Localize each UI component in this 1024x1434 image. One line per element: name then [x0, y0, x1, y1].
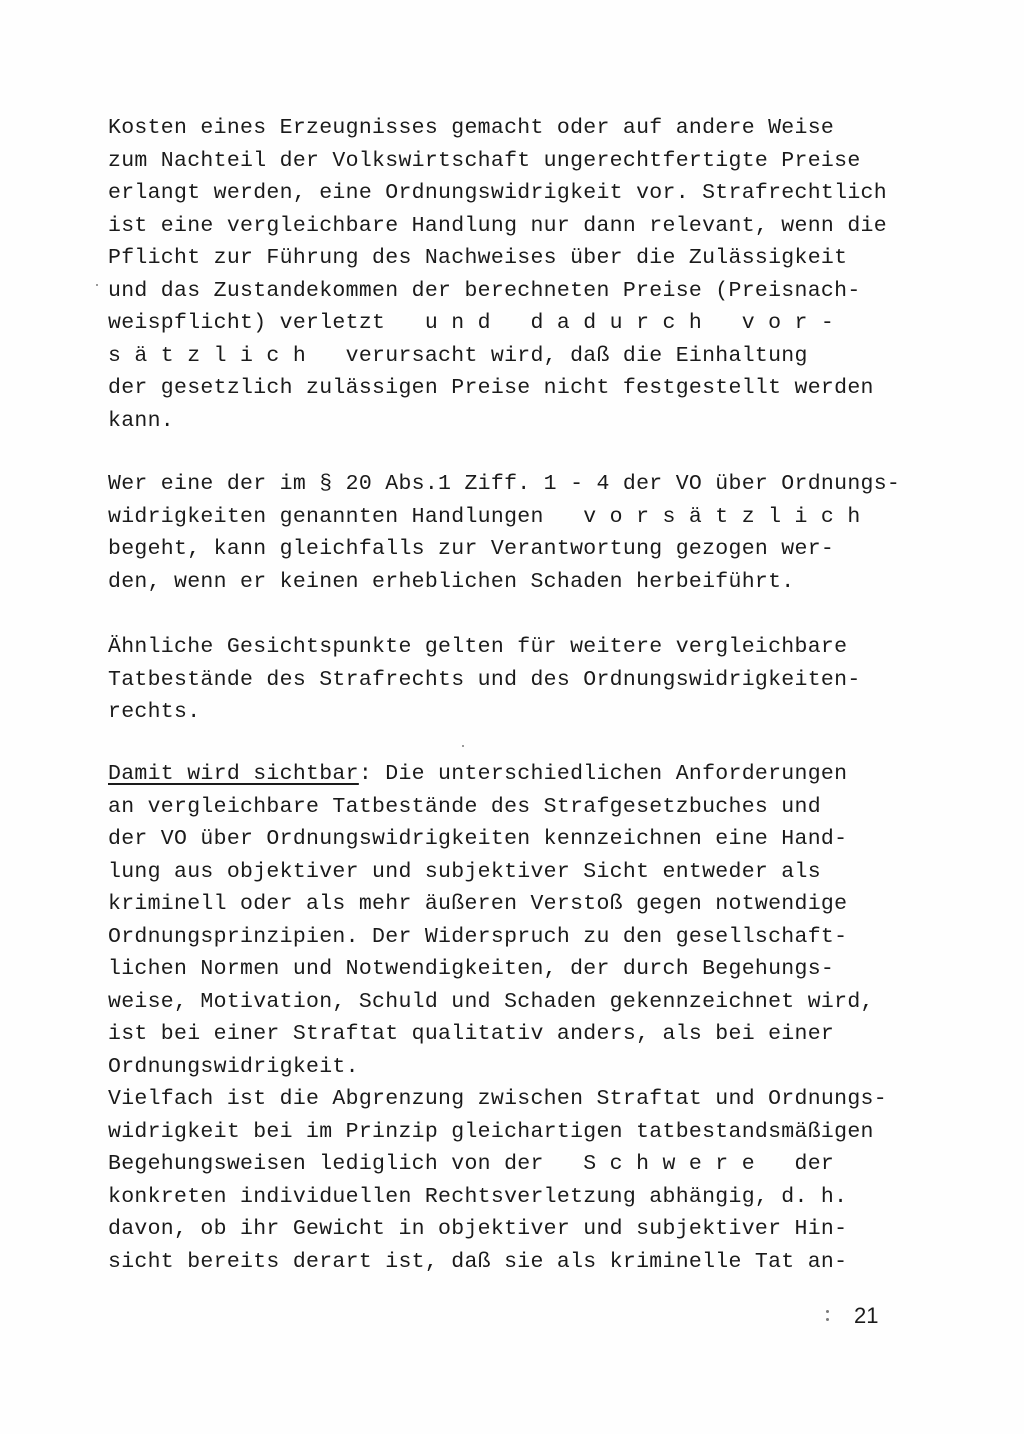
- text-line: erlangt werden, eine Ordnungswidrigkeit vor. Strafrechtlich: [108, 181, 887, 205]
- scan-speck: [462, 745, 464, 747]
- text-line: kann.: [108, 408, 175, 433]
- text-line: Begehungsweisen lediglich von der S c h w e r e der: [108, 1152, 835, 1176]
- text-line: davon, ob ihr Gewicht in objektiver und subjektiver Hin-: [108, 1217, 848, 1241]
- text-line: Wer eine der im § 20 Abs.1 Ziff. 1 - 4 der VO über Ordnungs-: [108, 472, 901, 496]
- text-line: rechts.: [108, 700, 201, 724]
- text-line: lichen Normen und Notwendigkeiten, der durch Begehungs-: [108, 957, 835, 981]
- text-line: Ordnungsprinzipien. Der Widerspruch zu den gesellschaft-: [108, 924, 848, 949]
- text-line: widrigkeit bei im Prinzip gleichartigen tatbestandsmäßigen: [108, 1119, 874, 1144]
- page-number: 21: [854, 1303, 879, 1328]
- underlined-phrase: Damit wird sichtbar: [108, 762, 359, 786]
- text-line: und das Zustandekommen der berechneten Preise (Preisnach-: [108, 278, 861, 303]
- text-line: ist bei einer Straftat qualitativ anders, als bei einer: [108, 1022, 835, 1046]
- text-line: Kosten eines Erzeugnisses gemacht oder auf andere Weise: [108, 116, 835, 140]
- paragraph-4: [108, 758, 908, 1278]
- text-line: Tatbestände des Strafrechts und des Ordnungswidrigkeiten-: [108, 667, 861, 692]
- text-line: weise, Motivation, Schuld und Schaden gekennzeichnet wird,: [108, 989, 874, 1014]
- text-line: Ordnungswidrigkeit.: [108, 1054, 359, 1079]
- text-line: der gesetzlich zulässigen Preise nicht festgestellt werden: [108, 376, 874, 400]
- text-line-lead: [108, 758, 908, 791]
- text-line: Ähnliche Gesichtspunkte gelten für weitere vergleichbare: [108, 635, 848, 659]
- text-line: lung aus objektiver und subjektiver Sicht entweder als: [108, 859, 821, 884]
- text-line: widrigkeiten genannten Handlungen v o r s ä t z l i c h: [108, 504, 861, 529]
- scan-speck: [826, 1318, 829, 1321]
- scan-speck: [96, 284, 98, 286]
- text-line: weispflicht) verletzt u n d d a d u r c h v o r -: [108, 311, 835, 335]
- paragraph-3: [108, 631, 908, 729]
- text-line: der VO über Ordnungswidrigkeiten kennzeichnen eine Hand-: [108, 827, 848, 851]
- text-line: den, wenn er keinen erheblichen Schaden herbeiführt.: [108, 569, 795, 594]
- text-line: Pflicht zur Führung des Nachweises über die Zulässigkeit: [108, 246, 848, 270]
- text-line: ist eine vergleichbare Handlung nur dann relevant, wenn die: [108, 213, 887, 238]
- text-line: Vielfach ist die Abgrenzung zwischen Straftat und Ordnungs-: [108, 1087, 887, 1111]
- scan-speck: [826, 1310, 829, 1313]
- text-line: an vergleichbare Tatbestände des Strafgesetzbuches und: [108, 794, 821, 819]
- paragraph-2: [108, 468, 908, 598]
- text-line: konkreten individuellen Rechtsverletzung abhängig, d. h.: [108, 1184, 848, 1209]
- lead-rest: : Die unterschiedlichen Anforderungen: [358, 762, 848, 786]
- text-line: sicht bereits derart ist, daß sie als kriminelle Tat an-: [108, 1249, 848, 1274]
- text-line: zum Nachteil der Volkswirtschaft ungerechtfertigte Preise: [108, 148, 861, 173]
- text-line: s ä t z l i c h verursacht wird, daß die Einhaltung: [108, 343, 808, 368]
- paragraph-1: [108, 112, 908, 437]
- text-line: begeht, kann gleichfalls zur Verantwortung gezogen wer-: [108, 537, 835, 561]
- text-line: kriminell oder als mehr äußeren Verstoß gegen notwendige: [108, 892, 848, 916]
